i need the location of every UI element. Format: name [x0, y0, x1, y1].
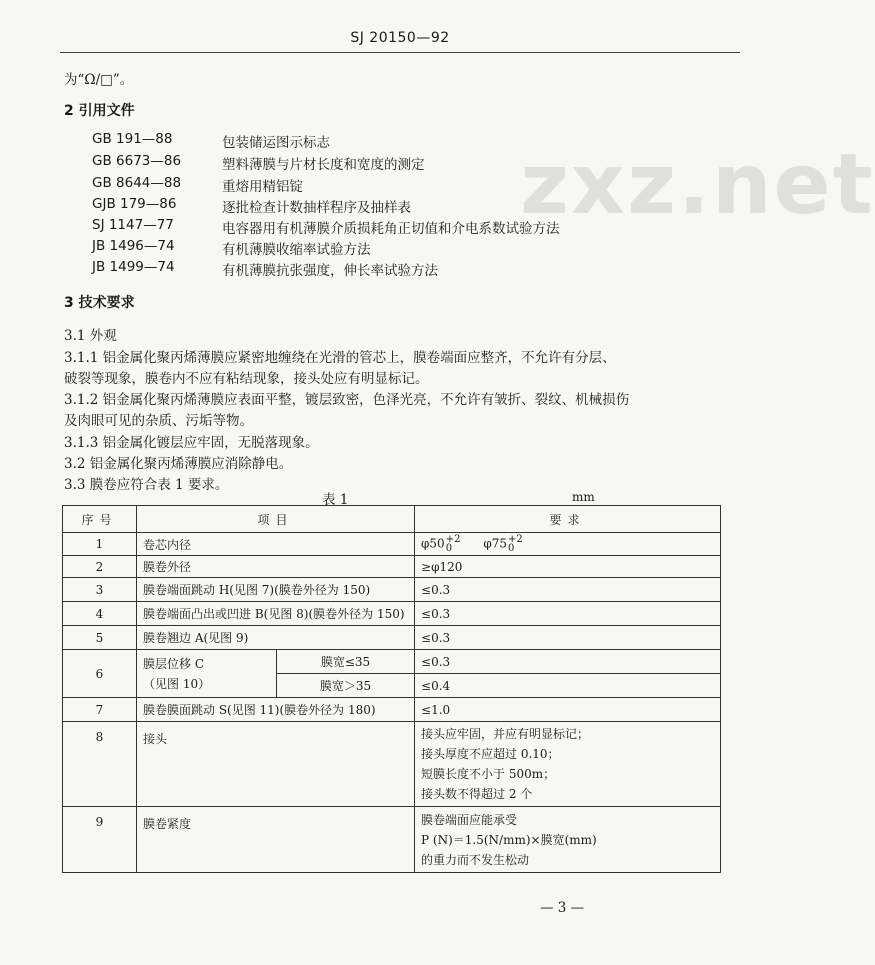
header-req: 要求	[415, 506, 721, 533]
ref-code: GJB 179—86	[92, 196, 177, 212]
ref-title: 包装储运图示标志	[222, 135, 330, 151]
table-row	[63, 533, 721, 556]
row-req-line: 接头厚度不应超过 0.10；	[421, 747, 560, 761]
section3-title: 3 技术要求	[64, 295, 135, 311]
row-subitem: 膜宽≤35	[277, 650, 415, 674]
section-line: 3.3 膜卷应符合表 1 要求。	[64, 477, 229, 493]
row-no: 3	[63, 578, 137, 602]
header-rule	[60, 52, 740, 53]
table-caption: 表 1	[322, 492, 349, 508]
section-line: 破裂等现象，膜卷内不应有粘结现象，接头处应有明显标记。	[64, 371, 429, 387]
row-req: ≤0.3	[415, 578, 721, 602]
tol-up: +2	[508, 534, 523, 545]
ref-title: 逐批检查计数抽样程序及抽样表	[222, 200, 411, 216]
row-req	[415, 533, 721, 556]
row-req: ≥φ120	[415, 556, 721, 578]
ref-title: 有机薄膜收缩率试验方法	[222, 242, 371, 258]
row-req-line: 短膜长度不小于 500m；	[421, 767, 556, 781]
table-row	[63, 626, 721, 650]
tol-low: 0	[508, 543, 515, 554]
table-row	[63, 722, 721, 807]
row-no: 2	[63, 556, 137, 578]
section-line: 3.1.3 铝金属化镀层应牢固，无脱落现象。	[64, 435, 319, 451]
table-row	[63, 556, 721, 578]
requirements-table	[62, 505, 721, 873]
row-req-line: 接头数不得超过 2 个	[421, 787, 533, 801]
ref-code: GB 6673—86	[92, 153, 182, 169]
row-item: 接头	[137, 722, 415, 807]
table-unit: mm	[572, 490, 595, 504]
row-req-line: 的重力而不发生松动	[421, 852, 530, 867]
section-line: 3.2 铝金属化聚丙烯薄膜应消除静电。	[64, 456, 293, 472]
page-number: — 3 —	[540, 900, 585, 916]
row-no: 1	[63, 533, 137, 556]
table-row	[63, 602, 721, 626]
row-item: 膜卷端面跳动 H(见图 7)(膜卷外径为 150)	[137, 578, 415, 602]
ref-title: 电容器用有机薄膜介质损耗角正切值和介电系数试验方法	[222, 221, 560, 237]
tol-up: +2	[445, 534, 461, 545]
row-no: 5	[63, 626, 137, 650]
req-value-a: φ50	[421, 536, 445, 551]
section2-title: 2 引用文件	[64, 103, 135, 119]
row-item: 膜卷膜面跳动 S(见图 11)(膜卷外径为 180)	[137, 698, 415, 722]
section-line: 及肉眼可见的杂质、污垢等物。	[64, 413, 253, 429]
row-req: ≤1.0	[415, 698, 721, 722]
ref-code: JB 1496—74	[92, 238, 175, 254]
intro-text: 为“Ω/□”。	[64, 72, 134, 88]
header-item: 项目	[137, 506, 415, 533]
table-row	[63, 807, 721, 873]
row-subitem: 膜宽＞35	[277, 674, 415, 698]
row-item: 膜卷紧度	[137, 807, 415, 873]
ref-code: GB 191—88	[92, 131, 173, 147]
row-no: 4	[63, 602, 137, 626]
row-req	[415, 807, 721, 873]
tolerance-a	[446, 535, 461, 553]
row-no: 6	[63, 650, 137, 698]
ref-code: SJ 1147—77	[92, 217, 174, 233]
section-line: 3.1.2 铝金属化聚丙烯薄膜应表面平整，镀层致密，色泽光亮，不允许有皱折、裂纹、机械损伤	[64, 392, 630, 408]
row-item-line: 膜层位移 C	[143, 656, 204, 671]
section-line: 3.1 外观	[64, 328, 117, 344]
req-value-b: φ75	[483, 536, 507, 551]
row-item: 膜卷外径	[137, 556, 415, 578]
table-row	[63, 650, 721, 674]
tol-low: 0	[445, 543, 453, 554]
row-req-line: 接头应牢固，并应有明显标记；	[421, 727, 590, 741]
table-row	[63, 698, 721, 722]
row-item: 卷芯内径	[137, 533, 415, 556]
ref-title: 塑料薄膜与片材长度和宽度的测定	[222, 157, 425, 173]
row-no: 8	[63, 722, 137, 807]
ref-title: 重熔用精铝锭	[222, 179, 303, 195]
row-req: ≤0.4	[415, 674, 721, 698]
row-item-line: （见图 10）	[143, 676, 211, 691]
watermark: zxz.net	[520, 135, 875, 233]
ref-code: GB 8644—88	[92, 175, 182, 191]
row-item	[137, 650, 277, 698]
row-no: 7	[63, 698, 137, 722]
row-req	[415, 722, 721, 807]
row-item: 膜卷翘边 A(见图 9)	[137, 626, 415, 650]
header-no: 序号	[63, 506, 137, 533]
section-line: 3.1.1 铝金属化聚丙烯薄膜应紧密地缠绕在光滑的管芯上，膜卷端面应整齐，不允许有分层、	[64, 350, 616, 366]
ref-code: JB 1499—74	[92, 259, 175, 275]
row-req: ≤0.3	[415, 650, 721, 674]
ref-title: 有机薄膜抗张强度，伸长率试验方法	[222, 263, 438, 279]
table-header-row	[63, 506, 721, 533]
row-req-line: P (N)＝1.5(N/mm)×膜宽(mm)	[421, 832, 597, 847]
row-req: ≤0.3	[415, 602, 721, 626]
tolerance-b	[508, 535, 523, 553]
table-row	[63, 578, 721, 602]
row-item: 膜卷端面凸出或凹进 B(见图 8)(膜卷外径为 150)	[137, 602, 415, 626]
header-code: SJ 20150—92	[350, 30, 450, 46]
row-req: ≤0.3	[415, 626, 721, 650]
row-req-line: 膜卷端面应能承受	[421, 812, 518, 827]
row-no: 9	[63, 807, 137, 873]
